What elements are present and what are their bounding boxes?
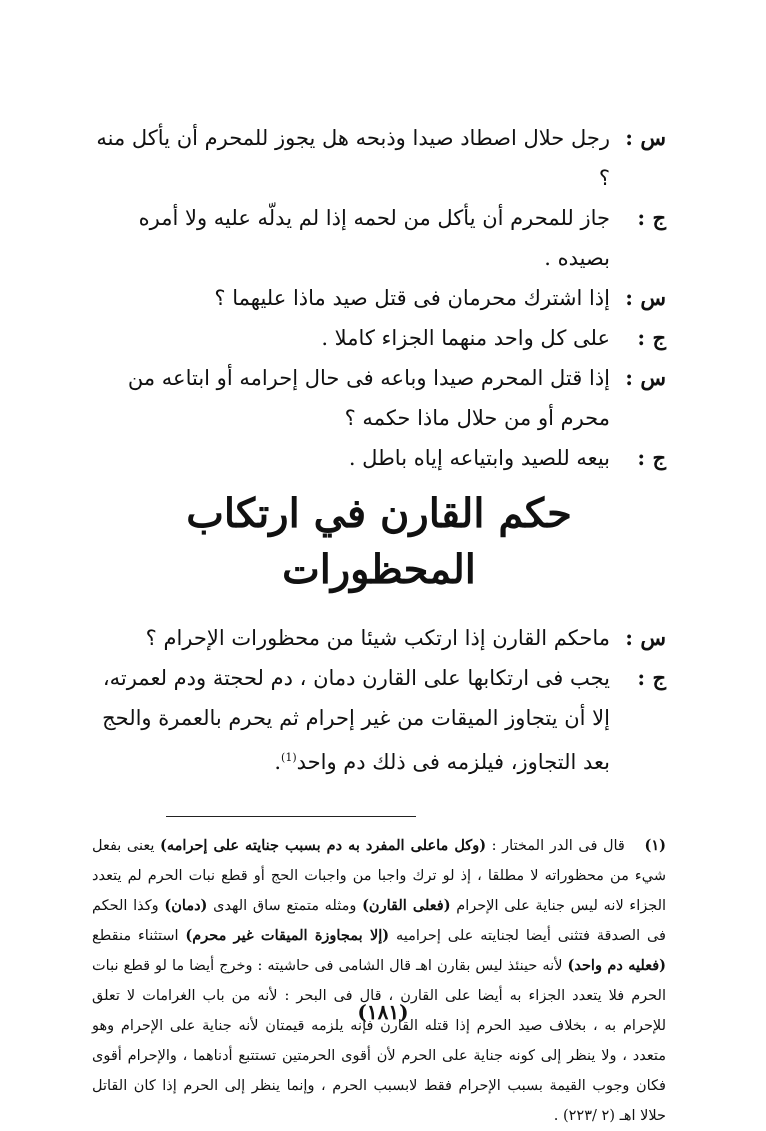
question-text: ماحكم القارن إذا ارتكب شيئا من محظورات الإحرام ؟	[145, 626, 610, 650]
answer-label: ج :	[637, 205, 666, 230]
qa-line-question	[92, 278, 666, 318]
answer-label: ج :	[637, 325, 666, 350]
answer-end-period: .	[274, 750, 282, 774]
qa-line-answer	[92, 438, 666, 478]
footnote-text: يعنى بفعل شيء من محظوراته لا مطلقا ، إذ لو ترك واجبا من واجبات الحج أو قطع نبات الحرم لم يتعدد الجزاء لانه ليس جناية على الإحرام	[92, 838, 667, 914]
question-text: إذا قتل المحرم صيدا وباعه فى حال إحرامه أو ابتاعه من محرم أو من حلال ماذا حكمه ؟	[127, 366, 610, 430]
answer-label: ج :	[637, 665, 666, 690]
footnote-quote: (وكل ماعلى المفرد به دم بسبب جنايته على إحرامه)	[160, 837, 487, 854]
answer-text: جاز للمحرم أن يأكل من لحمه إذا لم يدلّه عليه ولا أمره بصيده .	[138, 206, 610, 270]
question-text: رجل حلال اصطاد صيدا وذبحه هل يجوز للمحرم أن يأكل منه ؟	[96, 126, 610, 190]
qa-line-answer	[92, 658, 666, 782]
question-text: إذا اشترك محرمان فى قتل صيد ماذا عليهما ؟	[214, 286, 610, 310]
footnote-quote: (دمان)	[164, 897, 208, 914]
footnote-text: استثناء منقطع	[92, 928, 179, 944]
qa-line-question	[92, 118, 666, 198]
footnote-text: ومثله متمتع ساق الهدى	[213, 898, 357, 914]
answer-label: ج :	[637, 445, 666, 470]
footnote-text: وكذا الحكم فى الصدقة فتثنى أيضا لجنايته على إحراميه	[92, 898, 666, 944]
qa-line-answer	[92, 198, 666, 278]
footnote-quote: (فعلى القارن)	[362, 897, 451, 914]
answer-text-container	[92, 658, 610, 782]
answer-text: بيعه للصيد وابتياعه إياه باطل .	[348, 446, 610, 470]
question-label: س :	[625, 125, 666, 150]
footnote-divider	[166, 816, 416, 817]
answer-text: على كل واحد منهما الجزاء كاملا .	[321, 326, 610, 350]
footnote-text: قال فى الدر المختار :	[491, 838, 625, 854]
footnote-quote: (فعليه دم واحد)	[567, 957, 667, 974]
section-title: حكم القارن في ارتكاب المحظورات	[186, 490, 572, 593]
footnote-marker: (1)	[281, 751, 297, 764]
question-label: س :	[625, 285, 666, 310]
qa-block-2	[92, 618, 666, 782]
question-label: س :	[625, 625, 666, 650]
page-number: (١٨١)	[357, 1000, 409, 1024]
qa-line-question	[92, 618, 666, 658]
qa-line-question	[92, 358, 666, 438]
question-label: س :	[625, 365, 666, 390]
footnote-text: لأنه حينئذ ليس بقارن اهـ قال الشامى فى حاشيته : وخرج أيضا ما لو قطع نبات الحرم فلا يتعدد الجزاء به أيضا على القارن ، قال فى البحر : لأنه من باب الغرامات لا تعلق للإحرام به ، بخلاف صيد الحرم إذا قتله القارن فإنه يلزمه قيمتان لأنه جناية على الإحرام وهو متعدد ، ولا ينظر إلى كونه جناية على الحرم لأن أقوى الحرمتين تستتبع أدناهما ، والإحرام أقوى فكان وجوب القيمة بسبب الإحرام فقط لابسبب الحرم ، وإنما ينظر إلى الحرم إذا كان القاتل حلالا اهـ (٢ /٢٢٣) .	[92, 958, 666, 1124]
footnote-quote: (إلا بمجاوزة الميقات غير محرم)	[185, 927, 390, 944]
footnotes	[92, 831, 666, 1131]
footnote-number: (١)	[644, 837, 666, 854]
qa-block-1	[92, 118, 666, 478]
answer-text: يجب فى ارتكابها على القارن دمان ، دم لحجتة ودم لعمرته، إلا أن يتجاوز الميقات من غير إحرام ثم يحرم بالعمرة والحج بعد التجاوز، فيلزمه فى ذلك دم واحد	[102, 666, 610, 774]
qa-line-answer	[92, 318, 666, 358]
